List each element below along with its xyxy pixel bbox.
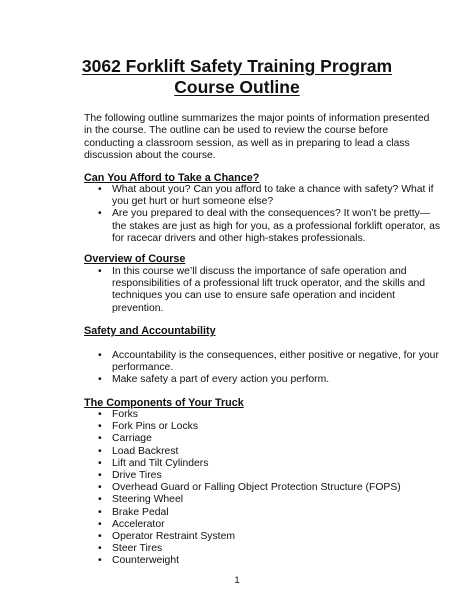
bullet-icon: • — [98, 506, 102, 518]
list-item: • Operator Restraint System — [98, 531, 235, 543]
section-heading-components: The Components of Your Truck — [84, 397, 244, 409]
section-heading-overview: Overview of Course — [84, 253, 186, 265]
bullet-icon: • — [98, 409, 102, 420]
list-item: • Brake Pedal — [98, 506, 169, 518]
bullet-icon: • — [98, 518, 102, 530]
intro-paragraph: The following outline summarizes the major points of information presented in the course. The outline can be used to review the course before conducting a classroom session, as well as in preparing to lead a class discussion about the course. — [84, 113, 430, 161]
document-title-line1: 3062 Forklift Safety Training Program — [81, 56, 393, 76]
bullet-icon: • — [98, 350, 102, 361]
section-heading-accountability: Safety and Accountability — [84, 325, 216, 337]
bullet-icon: • — [98, 445, 102, 457]
bullet-icon: • — [98, 266, 102, 277]
list-item: • Overhead Guard or Falling Object Protection Structure (FOPS) — [98, 482, 401, 494]
list-item: • Accelerator — [98, 518, 165, 530]
list-item: • Forks — [98, 409, 138, 420]
section-list-overview — [84, 266, 440, 315]
list-item: • Are you prepared to deal with the consequences? It won’t be pretty—the stakes are just as high for you, as a professional forklift operator, as for racecar drivers and other high-stakes professionals. — [98, 208, 441, 244]
list-item: • Load Backrest — [98, 445, 179, 457]
bullet-icon: • — [98, 457, 102, 469]
bullet-icon: • — [98, 421, 102, 433]
list-item: • Accountability is the consequences, either positive or negative, for your performance. — [98, 350, 439, 374]
bullet-icon: • — [98, 374, 102, 386]
list-item: • Counterweight — [98, 555, 180, 567]
bullet-icon: • — [98, 208, 102, 220]
list-item: • Fork Pins or Locks — [98, 421, 199, 433]
list-item: • Steering Wheel — [98, 494, 184, 506]
list-item: • Lift and Tilt Cylinders — [98, 457, 209, 469]
page-number: 1 — [234, 575, 240, 586]
section-list-accountability — [84, 350, 440, 387]
section-list-components — [84, 409, 444, 568]
list-item: • Drive Tires — [98, 470, 162, 482]
list-item: • What about you? Can you afford to take a chance with safety? What if you get hurt or hurt someone else? — [98, 184, 434, 208]
section-list-afford-chance — [84, 184, 444, 245]
bullet-icon: • — [98, 494, 102, 506]
list-item: • Make safety a part of every action you perform. — [98, 374, 330, 386]
bullet-icon: • — [98, 184, 102, 195]
bullet-icon: • — [98, 543, 102, 555]
list-item: • In this course we’ll discuss the importance of safe operation and responsibilities of a professional lift truck operator, and the skills and techniques you can use to ensure safe operation and incident prevention. — [98, 266, 426, 314]
bullet-icon: • — [98, 531, 102, 543]
bullet-icon: • — [98, 470, 102, 482]
bullet-icon: • — [98, 482, 102, 494]
list-item: • Steer Tires — [98, 543, 163, 555]
document-title-line2: Course Outline — [174, 77, 300, 97]
list-item: • Carriage — [98, 433, 152, 445]
bullet-icon: • — [98, 555, 102, 567]
bullet-icon: • — [98, 433, 102, 445]
section-heading-afford-chance: Can You Afford to Take a Chance? — [84, 172, 260, 184]
